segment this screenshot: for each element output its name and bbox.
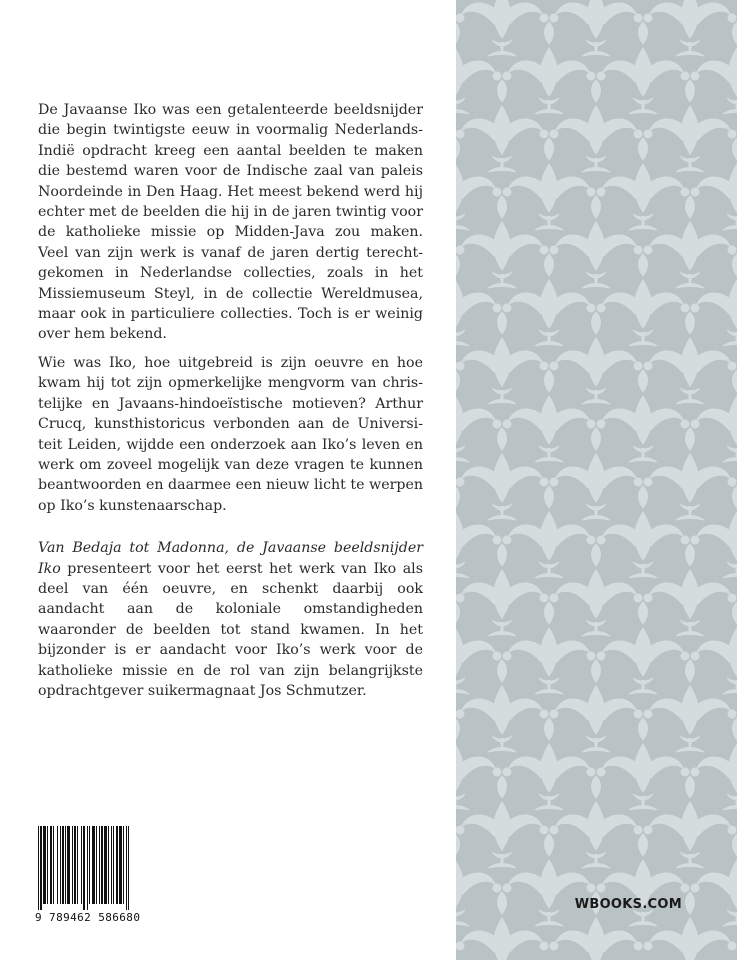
damask-motif (456, 196, 548, 288)
barcode-bar (60, 826, 61, 904)
damask-motif (691, 486, 737, 578)
barcode-bar (101, 826, 103, 904)
damask-motif (691, 602, 737, 694)
damask-motif (503, 254, 595, 346)
damask-motif (644, 428, 736, 520)
damask-motif (644, 196, 736, 288)
paragraph-2-text: Wie was Iko, hoe uitgebreid is zijn oeuvre en hoe kwam hij tot zijn opmerkelijke mengvorm van christelijke en Javaans-hindoeïstische motieven? Arthur Crucq, kunsthistoricus verbonden aan de Universiteit Leiden, wijdde een onderzoek aan Iko’s leven en werk om zoveel mogelijk van deze vragen te kunnen beantwoorden en daarmee een nieuw licht te werpen op Iko’s kunstenaarschap. (38, 354, 423, 514)
damask-motif (456, 254, 501, 346)
barcode-bar (74, 826, 76, 904)
blurb-text (38, 100, 423, 709)
damask-motif (691, 138, 737, 230)
damask-motif (644, 80, 736, 172)
barcode-bar (128, 826, 129, 912)
barcode-bar (99, 826, 100, 904)
damask-motif (597, 486, 689, 578)
damask-motif (456, 22, 501, 114)
damask-motif (456, 312, 548, 404)
damask-motif (597, 834, 689, 926)
damask-motif (644, 312, 736, 404)
damask-motif (503, 138, 595, 230)
barcode-bar (67, 826, 70, 904)
barcode-bar (53, 826, 54, 904)
barcode-bar (72, 826, 73, 904)
barcode-bar (77, 826, 78, 904)
barcode-bar (92, 826, 95, 904)
damask-motif (691, 370, 737, 462)
barcode-bars (32, 826, 172, 912)
damask-motif (550, 428, 642, 520)
barcode-bar (119, 826, 122, 904)
blurb-paragraph-2 (38, 353, 423, 516)
damask-motif (550, 544, 642, 636)
barcode-bar (40, 826, 42, 912)
barcode-bar (89, 826, 90, 904)
damask-motif (456, 0, 548, 56)
damask-motif (644, 776, 736, 868)
damask-motif (550, 80, 642, 172)
damask-motif (456, 370, 501, 462)
blurb-paragraph-3 (38, 538, 423, 701)
damask-motif (503, 602, 595, 694)
barcode-bar (81, 826, 82, 904)
barcode-bar (65, 826, 66, 904)
barcode-bar (123, 826, 124, 904)
paragraph-1-text: De Javaanse Iko was een getalenteerde beeldsnijder die begin twintigste eeuw in voormalig Nederlands-Indië opdracht kreeg een aantal beelden te maken die bestemd waren voor de Indische zaal van paleis Noordeinde in Den Haag. Het meest bekend werd hij echter met de beelden die hij in de jaren twintig voor de katholieke missie op Midden-Java zou maken. Veel van zijn werk is vanaf de jaren dertig terechtgekomen in Nederlandse collecties, zoals in het Missiemuseum Steyl, in de collectie Wereldmusea, maar ook in particuliere collecties. Toch is er weinig over hem bekend. (38, 102, 423, 343)
paragraph-3-text: presenteert voor het eerst het werk van Iko als deel van één oeuvre, en schenkt daarbij ook aandacht aan de koloniale omstandigheden waaronder de beelden tot stand kwamen. In het bijzonder is er aandacht voor Iko’s werk voor de katholieke missie en de rol van zijn belangrijkste opdrachtgever suikermagnaat Jos Schmutzer. (38, 560, 423, 699)
barcode-bar (116, 826, 118, 904)
barcode-bar (83, 826, 85, 912)
damask-motif (597, 602, 689, 694)
barcode-bar (113, 826, 114, 904)
damask-motif (691, 718, 737, 810)
barcode-bar (47, 826, 48, 904)
ornamental-pattern-panel (456, 0, 737, 960)
damask-motif (597, 718, 689, 810)
damask-motif (691, 834, 737, 926)
damask-motif (550, 776, 642, 868)
damask-motif (456, 660, 548, 752)
damask-motif (456, 544, 548, 636)
damask-motif (456, 486, 501, 578)
barcode-bar (96, 826, 97, 904)
damask-motif (456, 602, 501, 694)
damask-motif (550, 312, 642, 404)
damask-motif (456, 80, 548, 172)
barcode-bar (43, 826, 46, 904)
damask-motif (456, 776, 548, 868)
barcode-bar (38, 826, 39, 912)
damask-motif (503, 718, 595, 810)
barcode-bar (50, 826, 52, 904)
isbn-digits: 9 789462 586680 (35, 910, 169, 924)
damask-motif (456, 834, 501, 926)
barcode-bar (87, 826, 88, 912)
damask-motif (456, 718, 501, 810)
barcode-bar (126, 826, 127, 912)
damask-motif (597, 22, 689, 114)
barcode-bar (104, 826, 107, 904)
damask-motif (550, 0, 642, 56)
damask-motif (456, 138, 501, 230)
damask-motif (503, 370, 595, 462)
barcode-bar (108, 826, 109, 904)
blurb-paragraph-1 (38, 100, 423, 345)
damask-motif (550, 660, 642, 752)
damask-motif (691, 22, 737, 114)
book-title-italic: Van Bedaja tot Madonna, de Javaanse beeldsnijder Iko (38, 540, 423, 577)
damask-motif (456, 428, 548, 520)
damask-motif (456, 892, 548, 960)
damask-motif (644, 0, 736, 56)
barcode-bar (111, 826, 112, 904)
damask-motif (503, 486, 595, 578)
barcode-bar (57, 826, 58, 904)
publisher-website: WBOOKS.COM (574, 897, 682, 912)
damask-motif (597, 254, 689, 346)
damask-motif (644, 660, 736, 752)
damask-motif (550, 196, 642, 288)
damask-motif (644, 544, 736, 636)
barcode-bar (62, 826, 64, 904)
damask-motif (503, 834, 595, 926)
damask-motif (597, 138, 689, 230)
damask-motif (691, 254, 737, 346)
damask-motif (503, 22, 595, 114)
damask-motif (597, 370, 689, 462)
damask-pattern (456, 0, 737, 960)
